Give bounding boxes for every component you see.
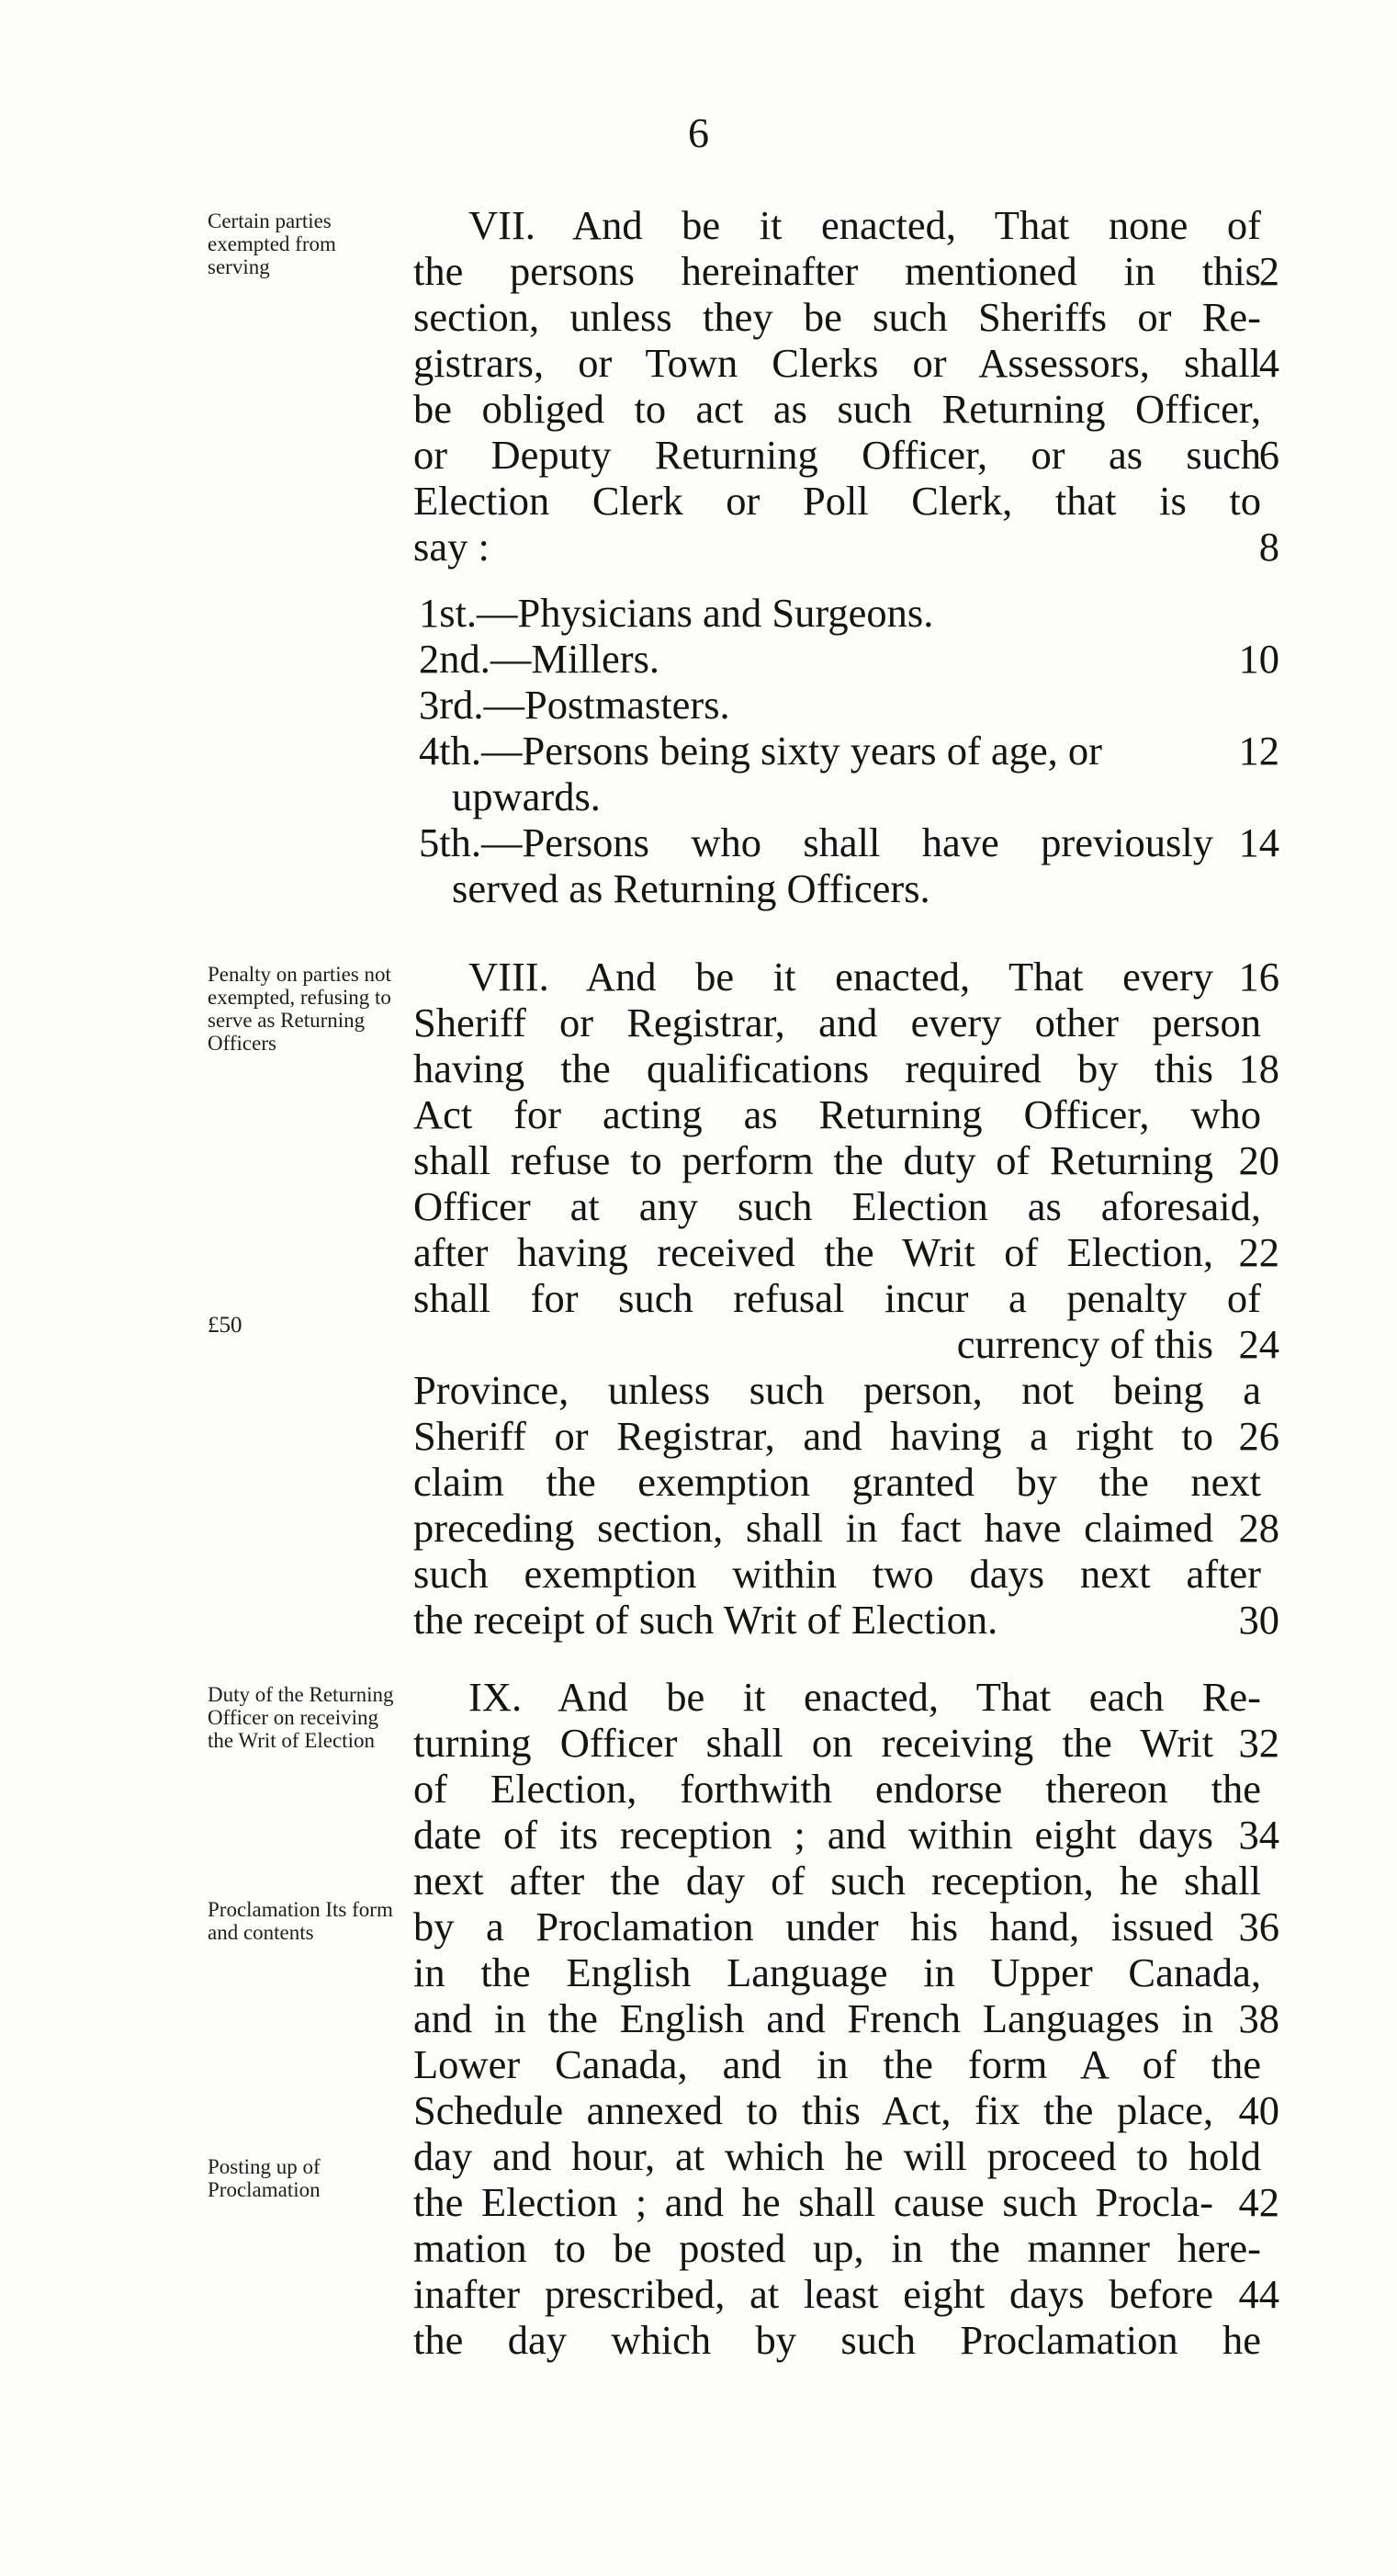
page-number: 6 <box>688 109 709 156</box>
text-line: Election Clerk or Poll Clerk, that is to <box>413 478 1261 524</box>
text-line: of Election, forthwith endorse thereon the <box>413 1766 1261 1812</box>
text-line: the Election ; and he shall cause such Procla- <box>413 2179 1213 2225</box>
text-line: next after the day of such reception, he shall <box>413 1858 1261 1904</box>
text-line: turning Officer shall on receiving the Writ <box>413 1720 1213 1766</box>
text-line: Act for acting as Returning Officer, who <box>413 1091 1261 1137</box>
list-item: 4th.—Persons being sixty years of age, or <box>419 728 1103 774</box>
text-line: be obliged to act as such Returning Officer, <box>413 386 1261 432</box>
line-number: 32 <box>1238 1720 1279 1766</box>
line-number: 10 <box>1238 636 1279 682</box>
line-number: 20 <box>1238 1137 1279 1183</box>
line-number: 16 <box>1238 954 1279 1000</box>
text-line: by a Proclamation under his hand, issued <box>413 1904 1213 1949</box>
text-line: shall for such refusal incur a penalty of <box>413 1275 1261 1321</box>
line-number: 6 <box>1258 432 1279 478</box>
list-item: 5th.—Persons who shall have previously <box>419 819 1213 865</box>
line-number: 36 <box>1238 1904 1279 1949</box>
text-line: Lower Canada, and in the form A of the <box>413 2041 1261 2087</box>
text-line: currency of this <box>956 1321 1213 1367</box>
text-line: IX. And be it enacted, That each Re- <box>468 1674 1261 1720</box>
line-number: 4 <box>1258 340 1279 386</box>
text-line: preceding section, shall in fact have claimed <box>413 1505 1213 1551</box>
line-number: 44 <box>1238 2271 1279 2317</box>
line-number: 34 <box>1238 1812 1279 1858</box>
text-line: VIII. And be it enacted, That every <box>468 954 1213 1000</box>
line-number: 2 <box>1258 248 1279 294</box>
text-line: Schedule annexed to this Act, fix the place, <box>413 2087 1213 2133</box>
text-line: Province, unless such person, not being a <box>413 1367 1261 1413</box>
text-line: and in the English and French Languages in <box>413 1995 1213 2041</box>
margin-note-posting: Posting up of Proclamation <box>208 2155 321 2201</box>
margin-note-penalty: Penalty on parties not exempted, refusing to serve as Returning Officers <box>208 963 391 1055</box>
text-line: Officer at any such Election as aforesaid, <box>413 1183 1261 1229</box>
line-number: 28 <box>1238 1505 1279 1551</box>
list-item: 1st.—Physicians and Surgeons. <box>419 590 934 636</box>
line-number: 18 <box>1238 1045 1279 1091</box>
line-number: 30 <box>1238 1597 1279 1643</box>
text-line: section, unless they be such Sheriffs or Re- <box>413 294 1261 340</box>
list-item-continued: upwards. <box>452 774 601 819</box>
line-number: 12 <box>1238 728 1279 774</box>
line-number: 24 <box>1238 1321 1279 1367</box>
line-number: 22 <box>1238 1229 1279 1275</box>
line-number: 38 <box>1238 1995 1279 2041</box>
line-number: 14 <box>1238 819 1279 865</box>
text-line: Sheriff or Registrar, and every other person <box>413 1000 1261 1045</box>
text-line: day and hour, at which he will proceed to hold <box>413 2133 1261 2179</box>
line-number: 8 <box>1258 524 1279 570</box>
text-line: the day which by such Proclamation he <box>413 2317 1261 2363</box>
line-number: 42 <box>1238 2179 1279 2225</box>
text-line: in the English Language in Upper Canada, <box>413 1949 1261 1995</box>
margin-note-duty: Duty of the Returning Officer on receiving the Writ of Election <box>208 1683 394 1752</box>
text-line: claim the exemption granted by the next <box>413 1459 1261 1505</box>
text-line: or Deputy Returning Officer, or as such <box>413 432 1261 478</box>
text-line: mation to be posted up, in the manner here- <box>413 2225 1261 2271</box>
text-line: after having received the Writ of Election, <box>413 1229 1213 1275</box>
line-number: 40 <box>1238 2087 1279 2133</box>
text-line: the receipt of such Writ of Election. <box>413 1597 998 1643</box>
text-line: shall refuse to perform the duty of Returning <box>413 1137 1213 1183</box>
text-line: gistrars, or Town Clerks or Assessors, shall <box>413 340 1261 386</box>
list-item-continued: served as Returning Officers. <box>452 865 930 911</box>
text-line: such exemption within two days next after <box>413 1551 1261 1597</box>
text-line: the persons hereinafter mentioned in this <box>413 248 1261 294</box>
list-item: 3rd.—Postmasters. <box>419 682 730 728</box>
list-item: 2nd.—Millers. <box>419 636 660 682</box>
text-line: Sheriff or Registrar, and having a right to <box>413 1413 1213 1459</box>
margin-note-exempted: Certain parties exempted from serving <box>208 209 336 278</box>
text-line: say : <box>413 524 490 570</box>
text-line: date of its reception ; and within eight days <box>413 1812 1213 1858</box>
text-line: inafter prescribed, at least eight days before <box>413 2271 1213 2317</box>
text-line: VII. And be it enacted, That none of <box>468 202 1261 248</box>
margin-note-fifty-pounds: £50 <box>208 1313 242 1338</box>
line-number: 26 <box>1238 1413 1279 1459</box>
text-line: having the qualifications required by this <box>413 1045 1213 1091</box>
margin-note-proclamation: Proclamation Its form and contents <box>208 1898 393 1944</box>
